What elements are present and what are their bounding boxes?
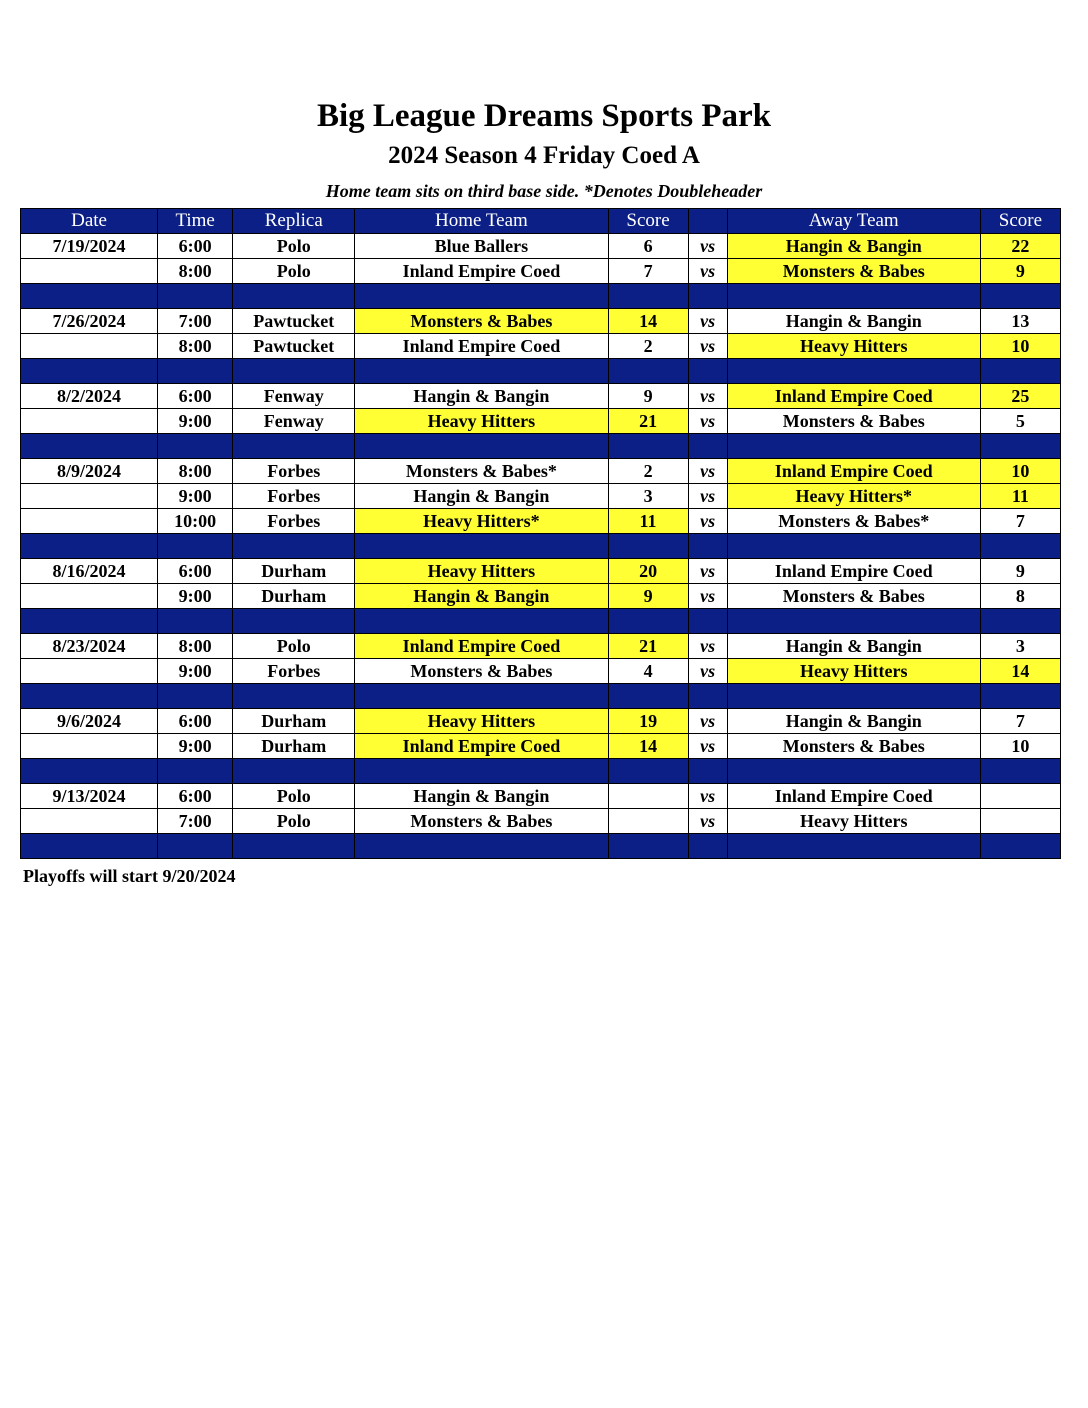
spacer-cell	[727, 609, 980, 634]
vs-cell: vs	[688, 659, 727, 684]
away-team-cell: Monsters & Babes	[727, 734, 980, 759]
spacer-cell	[727, 434, 980, 459]
spacer-cell	[688, 759, 727, 784]
home-score-cell: 4	[608, 659, 688, 684]
away-score-cell: 10	[980, 334, 1060, 359]
spacer-cell	[233, 284, 355, 309]
spacer-cell	[158, 534, 233, 559]
schedule-table	[20, 208, 1061, 859]
vs-cell: vs	[688, 459, 727, 484]
spacer-cell	[980, 359, 1060, 384]
away-score-cell: 10	[980, 734, 1060, 759]
replica-cell: Forbes	[233, 509, 355, 534]
spacer-cell	[355, 834, 608, 859]
date-cell: 7/19/2024	[21, 234, 158, 259]
table-row	[21, 809, 1061, 834]
date-cell	[21, 809, 158, 834]
spacer-row	[21, 759, 1061, 784]
home-score-cell: 9	[608, 384, 688, 409]
away-team-cell: Inland Empire Coed	[727, 459, 980, 484]
spacer-cell	[233, 834, 355, 859]
date-cell: 7/26/2024	[21, 309, 158, 334]
vs-cell: vs	[688, 509, 727, 534]
table-row	[21, 259, 1061, 284]
time-cell: 8:00	[158, 459, 233, 484]
spacer-cell	[21, 609, 158, 634]
spacer-cell	[608, 284, 688, 309]
time-cell: 8:00	[158, 334, 233, 359]
spacer-cell	[980, 434, 1060, 459]
away-score-cell: 7	[980, 709, 1060, 734]
away-team-cell: Hangin & Bangin	[727, 309, 980, 334]
spacer-cell	[355, 609, 608, 634]
replica-cell: Polo	[233, 234, 355, 259]
date-cell: 8/23/2024	[21, 634, 158, 659]
spacer-cell	[21, 534, 158, 559]
spacer-cell	[355, 284, 608, 309]
home-team-cell: Inland Empire Coed	[355, 259, 608, 284]
date-cell: 9/6/2024	[21, 709, 158, 734]
spacer-cell	[158, 359, 233, 384]
spacer-cell	[727, 834, 980, 859]
spacer-cell	[21, 434, 158, 459]
table-row	[21, 659, 1061, 684]
spacer-cell	[727, 684, 980, 709]
vs-cell: vs	[688, 334, 727, 359]
spacer-cell	[608, 359, 688, 384]
home-team-cell: Hangin & Bangin	[355, 484, 608, 509]
home-team-cell: Hangin & Bangin	[355, 784, 608, 809]
spacer-cell	[233, 759, 355, 784]
home-team-cell: Inland Empire Coed	[355, 734, 608, 759]
home-score-cell: 14	[608, 309, 688, 334]
vs-cell: vs	[688, 259, 727, 284]
table-row	[21, 734, 1061, 759]
header-replica: Replica	[233, 209, 355, 234]
replica-cell: Polo	[233, 634, 355, 659]
away-team-cell: Inland Empire Coed	[727, 384, 980, 409]
spacer-cell	[355, 684, 608, 709]
time-cell: 7:00	[158, 309, 233, 334]
away-score-cell: 11	[980, 484, 1060, 509]
table-row	[21, 559, 1061, 584]
table-row	[21, 234, 1061, 259]
home-score-cell: 9	[608, 584, 688, 609]
home-team-cell: Inland Empire Coed	[355, 634, 608, 659]
time-cell: 6:00	[158, 709, 233, 734]
away-team-cell: Hangin & Bangin	[727, 709, 980, 734]
vs-cell: vs	[688, 309, 727, 334]
home-team-cell: Inland Empire Coed	[355, 334, 608, 359]
time-cell: 8:00	[158, 634, 233, 659]
header-vs	[688, 209, 727, 234]
replica-cell: Durham	[233, 559, 355, 584]
away-team-cell: Monsters & Babes	[727, 584, 980, 609]
away-team-cell: Heavy Hitters*	[727, 484, 980, 509]
table-row	[21, 409, 1061, 434]
spacer-cell	[21, 359, 158, 384]
spacer-row	[21, 534, 1061, 559]
spacer-row	[21, 684, 1061, 709]
spacer-cell	[688, 434, 727, 459]
playoffs-note: Playoffs will start 9/20/2024	[23, 866, 236, 886]
home-score-cell: 21	[608, 409, 688, 434]
page-subtitle: 2024 Season 4 Friday Coed A	[388, 142, 700, 169]
time-cell: 6:00	[158, 384, 233, 409]
replica-cell: Durham	[233, 734, 355, 759]
schedule-note: Home team sits on third base side. *Denotes Doubleheader	[325, 181, 763, 201]
vs-cell: vs	[688, 709, 727, 734]
spacer-cell	[158, 684, 233, 709]
away-team-cell: Heavy Hitters	[727, 809, 980, 834]
away-score-cell: 9	[980, 559, 1060, 584]
spacer-cell	[608, 834, 688, 859]
spacer-cell	[233, 534, 355, 559]
header-time: Time	[158, 209, 233, 234]
away-team-cell: Hangin & Bangin	[727, 234, 980, 259]
time-cell: 9:00	[158, 409, 233, 434]
away-score-cell: 14	[980, 659, 1060, 684]
spacer-cell	[688, 284, 727, 309]
spacer-row	[21, 434, 1061, 459]
away-team-cell: Heavy Hitters	[727, 334, 980, 359]
home-team-cell: Heavy Hitters	[355, 409, 608, 434]
replica-cell: Durham	[233, 709, 355, 734]
date-cell	[21, 334, 158, 359]
spacer-cell	[688, 534, 727, 559]
spacer-cell	[688, 609, 727, 634]
home-score-cell: 21	[608, 634, 688, 659]
replica-cell: Fenway	[233, 384, 355, 409]
vs-cell: vs	[688, 584, 727, 609]
spacer-cell	[980, 834, 1060, 859]
replica-cell: Forbes	[233, 484, 355, 509]
home-score-cell	[608, 784, 688, 809]
spacer-cell	[727, 759, 980, 784]
home-team-cell: Monsters & Babes	[355, 659, 608, 684]
home-team-cell: Monsters & Babes	[355, 809, 608, 834]
page-title: Big League Dreams Sports Park	[316, 98, 772, 134]
time-cell: 6:00	[158, 784, 233, 809]
home-score-cell: 14	[608, 734, 688, 759]
spacer-cell	[21, 684, 158, 709]
date-cell	[21, 484, 158, 509]
away-team-cell: Heavy Hitters	[727, 659, 980, 684]
table-row	[21, 509, 1061, 534]
away-score-cell: 10	[980, 459, 1060, 484]
spacer-row	[21, 609, 1061, 634]
spacer-row	[21, 284, 1061, 309]
spacer-cell	[233, 684, 355, 709]
away-score-cell: 3	[980, 634, 1060, 659]
spacer-cell	[158, 434, 233, 459]
date-cell	[21, 734, 158, 759]
table-row	[21, 309, 1061, 334]
home-score-cell: 7	[608, 259, 688, 284]
spacer-cell	[608, 434, 688, 459]
away-score-cell: 9	[980, 259, 1060, 284]
spacer-cell	[158, 609, 233, 634]
time-cell: 6:00	[158, 234, 233, 259]
vs-cell: vs	[688, 784, 727, 809]
replica-cell: Polo	[233, 809, 355, 834]
spacer-cell	[355, 434, 608, 459]
vs-cell: vs	[688, 734, 727, 759]
vs-cell: vs	[688, 809, 727, 834]
replica-cell: Pawtucket	[233, 309, 355, 334]
home-score-cell: 6	[608, 234, 688, 259]
home-team-cell: Heavy Hitters*	[355, 509, 608, 534]
table-row	[21, 634, 1061, 659]
spacer-cell	[21, 759, 158, 784]
spacer-cell	[608, 759, 688, 784]
time-cell: 9:00	[158, 584, 233, 609]
home-team-cell: Heavy Hitters	[355, 709, 608, 734]
home-score-cell: 20	[608, 559, 688, 584]
table-row	[21, 784, 1061, 809]
header-home-score: Score	[608, 209, 688, 234]
away-score-cell: 25	[980, 384, 1060, 409]
time-cell: 7:00	[158, 809, 233, 834]
away-score-cell: 22	[980, 234, 1060, 259]
spacer-cell	[233, 359, 355, 384]
away-score-cell	[980, 784, 1060, 809]
replica-cell: Polo	[233, 259, 355, 284]
table-row	[21, 484, 1061, 509]
spacer-cell	[688, 684, 727, 709]
spacer-cell	[608, 609, 688, 634]
away-score-cell: 8	[980, 584, 1060, 609]
vs-cell: vs	[688, 484, 727, 509]
time-cell: 9:00	[158, 659, 233, 684]
home-score-cell: 2	[608, 334, 688, 359]
spacer-cell	[158, 759, 233, 784]
spacer-cell	[980, 759, 1060, 784]
spacer-row	[21, 359, 1061, 384]
time-cell: 9:00	[158, 734, 233, 759]
vs-cell: vs	[688, 234, 727, 259]
home-team-cell: Monsters & Babes*	[355, 459, 608, 484]
away-score-cell	[980, 809, 1060, 834]
away-team-cell: Monsters & Babes	[727, 409, 980, 434]
header-date: Date	[21, 209, 158, 234]
spacer-cell	[980, 609, 1060, 634]
spacer-cell	[688, 359, 727, 384]
replica-cell: Forbes	[233, 659, 355, 684]
spacer-cell	[355, 759, 608, 784]
vs-cell: vs	[688, 559, 727, 584]
replica-cell: Durham	[233, 584, 355, 609]
vs-cell: vs	[688, 634, 727, 659]
date-cell: 8/16/2024	[21, 559, 158, 584]
home-score-cell	[608, 809, 688, 834]
spacer-cell	[233, 434, 355, 459]
replica-cell: Forbes	[233, 459, 355, 484]
spacer-cell	[727, 534, 980, 559]
away-team-cell: Monsters & Babes*	[727, 509, 980, 534]
header-row	[21, 209, 1061, 234]
vs-cell: vs	[688, 409, 727, 434]
spacer-cell	[21, 834, 158, 859]
spacer-cell	[158, 284, 233, 309]
spacer-cell	[233, 609, 355, 634]
header-home-team: Home Team	[355, 209, 608, 234]
date-cell	[21, 584, 158, 609]
away-team-cell: Monsters & Babes	[727, 259, 980, 284]
spacer-cell	[688, 834, 727, 859]
spacer-cell	[355, 359, 608, 384]
spacer-cell	[980, 284, 1060, 309]
time-cell: 8:00	[158, 259, 233, 284]
date-cell	[21, 259, 158, 284]
replica-cell: Pawtucket	[233, 334, 355, 359]
date-cell: 9/13/2024	[21, 784, 158, 809]
table-row	[21, 384, 1061, 409]
away-score-cell: 13	[980, 309, 1060, 334]
spacer-cell	[355, 534, 608, 559]
home-team-cell: Hangin & Bangin	[355, 384, 608, 409]
spacer-cell	[980, 684, 1060, 709]
spacer-cell	[608, 534, 688, 559]
table-row	[21, 584, 1061, 609]
away-team-cell: Hangin & Bangin	[727, 634, 980, 659]
spacer-cell	[608, 684, 688, 709]
replica-cell: Fenway	[233, 409, 355, 434]
home-team-cell: Hangin & Bangin	[355, 584, 608, 609]
home-score-cell: 11	[608, 509, 688, 534]
spacer-cell	[21, 284, 158, 309]
home-team-cell: Heavy Hitters	[355, 559, 608, 584]
date-cell	[21, 509, 158, 534]
home-score-cell: 2	[608, 459, 688, 484]
table-row	[21, 334, 1061, 359]
home-score-cell: 3	[608, 484, 688, 509]
table-row	[21, 459, 1061, 484]
home-team-cell: Blue Ballers	[355, 234, 608, 259]
time-cell: 9:00	[158, 484, 233, 509]
vs-cell: vs	[688, 384, 727, 409]
spacer-cell	[727, 284, 980, 309]
date-cell	[21, 659, 158, 684]
away-team-cell: Inland Empire Coed	[727, 559, 980, 584]
away-score-cell: 7	[980, 509, 1060, 534]
spacer-row	[21, 834, 1061, 859]
away-team-cell: Inland Empire Coed	[727, 784, 980, 809]
away-score-cell: 5	[980, 409, 1060, 434]
replica-cell: Polo	[233, 784, 355, 809]
date-cell: 8/2/2024	[21, 384, 158, 409]
home-team-cell: Monsters & Babes	[355, 309, 608, 334]
table-row	[21, 709, 1061, 734]
time-cell: 6:00	[158, 559, 233, 584]
home-score-cell: 19	[608, 709, 688, 734]
spacer-cell	[158, 834, 233, 859]
date-cell: 8/9/2024	[21, 459, 158, 484]
header-away-score: Score	[980, 209, 1060, 234]
header-away-team: Away Team	[727, 209, 980, 234]
schedule-body	[21, 234, 1061, 859]
date-cell	[21, 409, 158, 434]
spacer-cell	[980, 534, 1060, 559]
spacer-cell	[727, 359, 980, 384]
time-cell: 10:00	[158, 509, 233, 534]
